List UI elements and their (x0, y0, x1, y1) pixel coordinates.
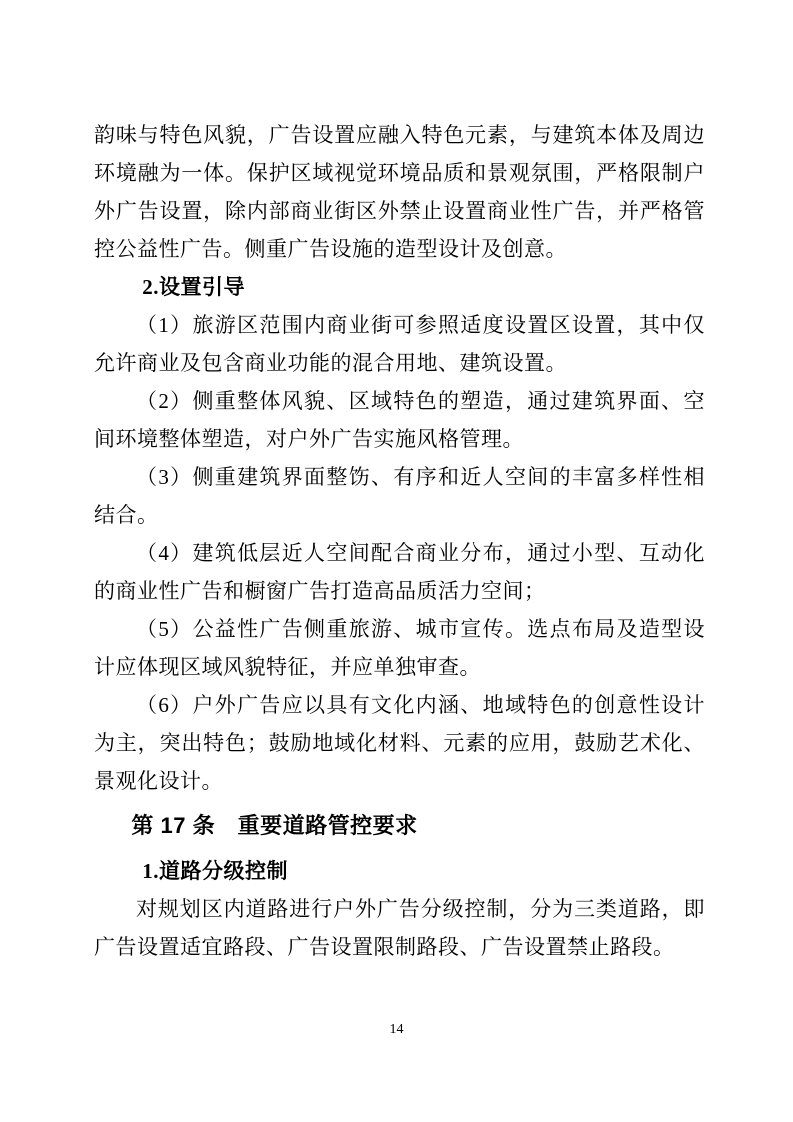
heading-road-classification: 1.道路分级控制 (142, 859, 289, 883)
heading-article-17: 第 17 条 重要道路管控要求 (131, 813, 418, 838)
paragraph-continuation: 韵味与特色风貌，广告设置应融入特色元素，与建筑本体及周边环境融为一体。保护区域视觉环境品质和景观氛围，严格限制户外广告设置，除内部商业街区外禁止设置商业性广告，并严格管控公益性广告。侧重广告设施的造型设计及创意。 (94, 123, 705, 261)
paragraph-road-control: 对规划区内道路进行户外广告分级控制，分为三类道路，即广告设置适宜路段、广告设置限制路段、广告设置禁止路段。 (94, 897, 705, 959)
list-item-2: （2）侧重整体风貌、区域特色的塑造，通过建筑界面、空间环境整体塑造，对户外广告实施风格管理。 (94, 389, 705, 451)
document-content (94, 116, 705, 966)
heading-setup-guidance: 2.设置引导 (142, 275, 246, 299)
list-item-6: （6）户外广告应以具有文化内涵、地域特色的创意性设计为主，突出特色；鼓励地域化材料、元素的应用，鼓励艺术化、景观化设计。 (94, 693, 705, 793)
page-number: 14 (389, 1022, 404, 1037)
list-item-5: （5）公益性广告侧重旅游、城市宣传。选点布局及造型设计应体现区域风貌特征，并应单独审查。 (94, 617, 705, 679)
list-item-3: （3）侧重建筑界面整饬、有序和近人空间的丰富多样性相结合。 (94, 465, 705, 527)
list-item-4: （4）建筑低层近人空间配合商业分布，通过小型、互动化的商业性广告和橱窗广告打造高品质活力空间； (94, 541, 705, 603)
list-item-1: （1）旅游区范围内商业街可参照适度设置区设置，其中仅允许商业及包含商业功能的混合用地、建筑设置。 (94, 313, 705, 375)
